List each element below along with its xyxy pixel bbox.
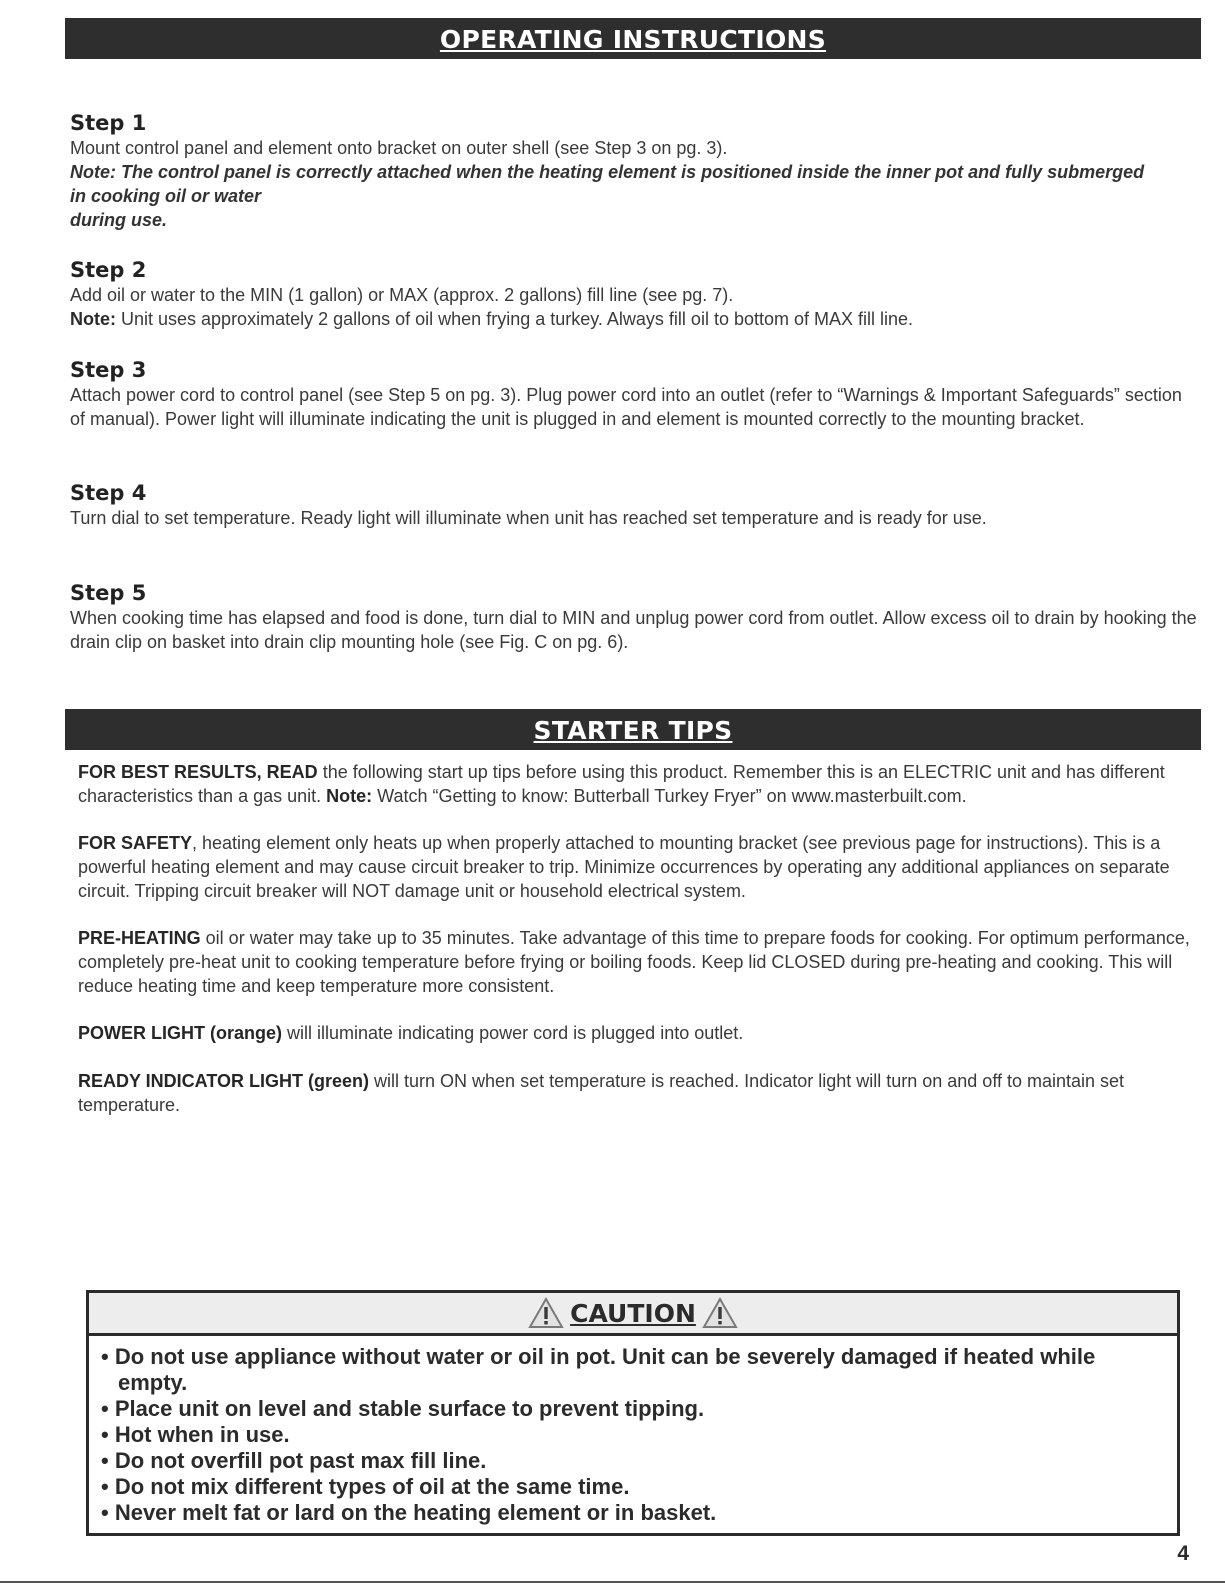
starter-tips-title: STARTER TIPS [533,716,733,745]
caution-item: • Do not use appliance without water or oil in pot. Unit can be severely damaged if heated while empty. [101,1344,1096,1395]
step-heading: Step 2 [70,258,147,282]
step-text: Turn dial to set temperature. Ready light will illuminate when unit has reached set temperature and is ready for use. [70,508,987,528]
caution-box [86,1290,1180,1536]
caution-item: • Never melt fat or lard on the heating element or in basket. [101,1500,717,1525]
warning-triangle-icon [528,1297,564,1329]
step-text: When cooking time has elapsed and food is done, turn dial to MIN and unplug power cord from outlet. Allow excess oil to drain by hooking the drain clip on basket into drain clip mounting hole (see Fig. C on pg. 6). [70,608,1197,652]
step-note: Note: The control panel is correctly attached when the heating element is positioned inside the inner pot and fully submerged in cooking oil or water [70,162,1145,206]
tip-text: will turn ON when set temperature is reached. Indicator light will turn on and off to maintain set temperature. [78,1071,1125,1115]
step-4 [70,480,1200,530]
step-heading: Step 3 [70,358,147,382]
step-heading: Step 4 [70,481,147,505]
tip-safety [78,831,1193,903]
tip-text: oil or water may take up to 35 minutes. Take advantage of this time to prepare foods for cooking. For optimum performance, completely pre-heat unit to cooking temperature before frying or boiling foods. Keep lid CLOSED during pre-heating and cooking. This will reduce heating time and keep temperature more consistent. [78,928,1190,996]
step-1 [70,110,1200,232]
step-note-continued: during use. [70,210,168,230]
tip-lead: FOR SAFETY [78,833,193,853]
tip-lead: POWER LIGHT (orange) [78,1023,282,1043]
caution-item: • Hot when in use. [101,1422,290,1447]
caution-item: • Do not overfill pot past max fill line. [101,1448,487,1473]
operating-instructions-banner [65,18,1201,59]
caution-item: • Do not mix different types of oil at the same time. [101,1474,630,1499]
tip-text: , heating element only heats up when properly attached to mounting bracket (see previous page for instructions). This is a powerful heating element and may cause circuit breaker to trip. Minimize occurrences by operating any additional appliances on separate circuit. Tripping circuit breaker will NOT damage unit or household electrical system. [78,833,1170,901]
tip-power-light [78,1021,1193,1045]
step-2 [70,257,1200,331]
tip-lead: FOR BEST RESULTS, READ [78,762,318,782]
caution-item: • Place unit on level and stable surface to prevent tipping. [101,1396,705,1421]
tip-pre-heating [78,926,1193,998]
note-label: Note: [70,309,116,329]
warning-triangle-icon [702,1297,738,1329]
tip-lead: READY INDICATOR LIGHT (green) [78,1071,370,1091]
step-5 [70,580,1200,654]
tip-best-results [78,760,1193,808]
note-text: Unit uses approximately 2 gallons of oil when frying a turkey. Always fill oil to bottom of MAX fill line. [116,309,914,329]
note-text: Watch “Getting to know: Butterball Turkey Fryer” on www.masterbuilt.com. [372,786,967,806]
caution-header [89,1293,1177,1336]
step-note [70,307,1200,331]
tip-text: the following start up tips before using this product. Remember this is an ELECTRIC unit and has different characteristics than a gas unit. [78,762,1165,806]
tip-lead: PRE-HEATING [78,928,201,948]
step-3 [70,357,1200,431]
caution-list [89,1336,1177,1526]
starter-tips-banner [65,709,1201,750]
step-text: Mount control panel and element onto bracket on outer shell (see Step 3 on pg. 3). [70,138,728,158]
step-text: Add oil or water to the MIN (1 gallon) or MAX (approx. 2 gallons) fill line (see pg. 7). [70,285,734,305]
step-heading: Step 5 [70,581,147,605]
step-text: Attach power cord to control panel (see Step 5 on pg. 3). Plug power cord into an outlet (refer to “Warnings & Important Safeguards” section of manual). Power light will illuminate indicating the unit is plugged in and element is mounted correctly to the mounting bracket. [70,385,1182,429]
page-number: 4 [1177,1542,1189,1565]
bottom-divider [0,1581,1225,1583]
tip-ready-light [78,1069,1193,1117]
tip-text: will illuminate indicating power cord is plugged into outlet. [282,1023,744,1043]
operating-instructions-title: OPERATING INSTRUCTIONS [439,25,827,54]
note-label: Note: [326,786,373,806]
step-heading: Step 1 [70,111,147,135]
caution-title: CAUTION [570,1298,696,1328]
